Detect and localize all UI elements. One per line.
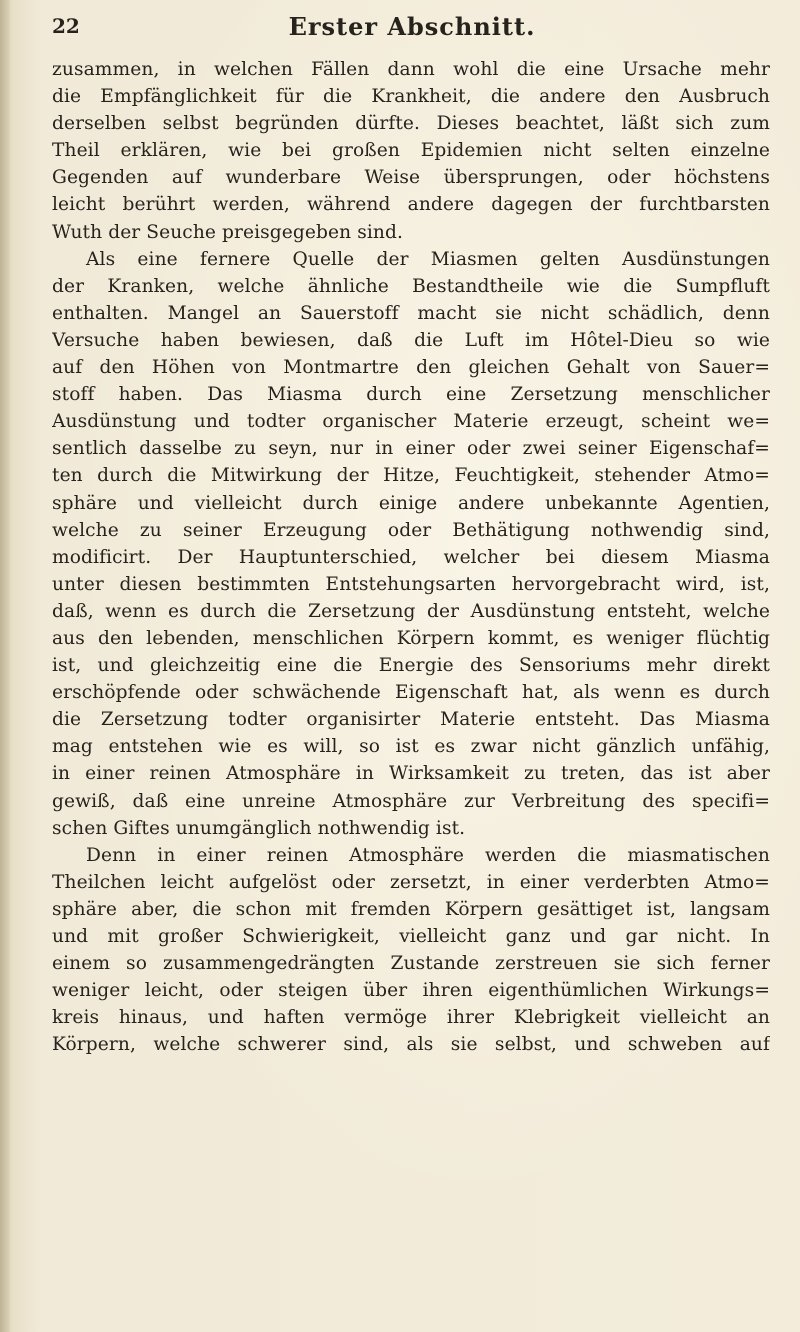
- text-line: auf den Höhen von Montmartre den gleichen Gehalt von Sauer=: [52, 357, 770, 379]
- text-line: welche zu seiner Erzeugung oder Bethätigung nothwendig sind,: [52, 519, 770, 541]
- text-line: zusammen, in welchen Fällen dann wohl die eine Ursache mehr: [52, 59, 770, 80]
- text-line: daß, wenn es durch die Zersetzung der Ausdünstung entsteht, welche: [52, 600, 770, 622]
- text-line: sentlich dasselbe zu seyn, nur in einer oder zwei seiner Eigenschaf=: [52, 438, 770, 460]
- text-line: die Zersetzung todter organisirter Materie entsteht. Das Miasma: [52, 709, 770, 731]
- body-text: [52, 56, 770, 1058]
- text-line: gewiß, daß eine unreine Atmosphäre zur Verbreitung des specifi=: [52, 790, 770, 812]
- text-line: unter diesen bestimmten Entstehungsarten hervorgebracht wird, ist,: [52, 573, 770, 595]
- text-line: ten durch die Mitwirkung der Hitze, Feuchtigkeit, stehender Atmo=: [52, 465, 770, 487]
- text-line: aus den lebenden, menschlichen Körpern kommt, es weniger flüchtig: [52, 627, 770, 649]
- text-line: einem so zusammengedrängten Zustande zerstreuen sie sich ferner: [52, 953, 770, 975]
- text-line: Theilchen leicht aufgelöst oder zersetzt, in einer verderbten Atmo=: [52, 871, 770, 893]
- text-line: Ausdünstung und todter organischer Materie erzeugt, scheint we=: [52, 411, 770, 433]
- text-line: mag entstehen wie es will, so ist es zwar nicht gänzlich unfähig,: [52, 736, 770, 758]
- text-line: derselben selbst begründen dürfte. Dieses beachtet, läßt sich zum: [52, 113, 770, 135]
- text-line: weniger leicht, oder steigen über ihren eigenthümlichen Wirkungs=: [52, 980, 770, 1002]
- text-line: Wuth der Seuche preisgegeben sind.: [52, 221, 403, 243]
- text-line: Versuche haben bewiesen, daß die Luft im Hôtel-Dieu so wie: [52, 329, 770, 351]
- text-line: sphäre und vielleicht durch einige andere unbekannte Agentien,: [52, 492, 770, 514]
- running-head: Erster Abschnitt.: [288, 12, 536, 41]
- text-line: die Empfänglichkeit für die Krankheit, die andere den Ausbruch: [52, 86, 770, 108]
- text-line: schen Giftes unumgänglich nothwendig ist.: [52, 817, 466, 839]
- text-line: in einer reinen Atmosphäre in Wirksamkeit zu treten, das ist aber: [52, 763, 770, 785]
- text-line: Theil erklären, wie bei großen Epidemien nicht selten einzelne: [52, 140, 770, 162]
- text-line: Denn in einer reinen Atmosphäre werden die miasmatischen: [86, 844, 770, 866]
- text-line: Gegenden auf wunderbare Weise übersprungen, oder höchstens: [52, 167, 770, 189]
- text-line: erschöpfende oder schwächende Eigenschaft hat, als wenn es durch: [52, 682, 770, 704]
- text-line: Körpern, welche schwerer sind, als sie selbst, und schweben auf: [52, 1034, 770, 1056]
- text-line: kreis hinaus, und haften vermöge ihrer Klebrigkeit vielleicht an: [52, 1007, 770, 1029]
- text-line: enthalten. Mangel an Sauerstoff macht sie nicht schädlich, denn: [52, 302, 770, 324]
- page-number: 22: [52, 14, 80, 38]
- page-gutter: [0, 0, 10, 1332]
- text-line: Als eine fernere Quelle der Miasmen gelten Ausdünstungen: [86, 248, 770, 270]
- text-line: stoff haben. Das Miasma durch eine Zersetzung menschlicher: [52, 384, 770, 406]
- text-line: und mit großer Schwierigkeit, vielleicht ganz und gar nicht. In: [52, 926, 770, 947]
- text-line: leicht berührt werden, während andere dagegen der furchtbarsten: [52, 194, 770, 216]
- text-line: ist, und gleichzeitig eine die Energie des Sensoriums mehr direkt: [52, 655, 770, 677]
- text-line: der Kranken, welche ähnliche Bestandtheile wie die Sumpfluft: [52, 275, 770, 297]
- page-header: [52, 12, 772, 46]
- text-line: sphäre aber, die schon mit fremden Körpern gesättiget ist, langsam: [52, 898, 770, 920]
- text-line: modificirt. Der Hauptunterschied, welcher bei diesem Miasma: [52, 546, 770, 568]
